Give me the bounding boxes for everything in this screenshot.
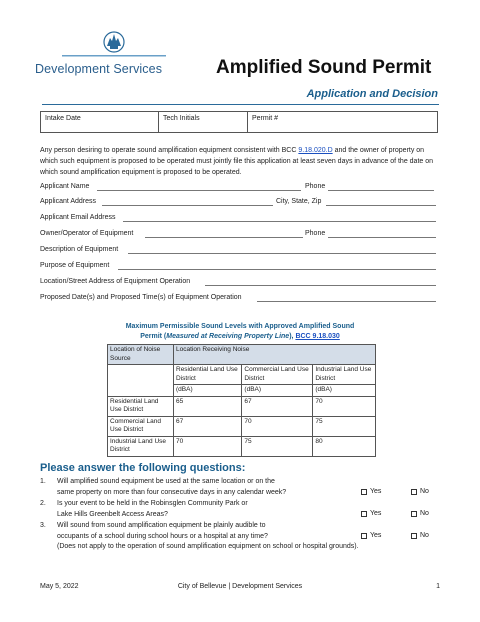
- checkbox[interactable]: [411, 533, 417, 539]
- intake-date-cell[interactable]: Intake Date: [41, 112, 159, 132]
- checkbox[interactable]: [361, 533, 367, 539]
- no-label: No: [420, 510, 429, 517]
- caption-line-2: [108, 332, 372, 342]
- city-state-zip-field[interactable]: [326, 205, 436, 206]
- permit-number-cell[interactable]: Permit #: [252, 115, 279, 122]
- q3-no-option[interactable]: [411, 532, 429, 539]
- email-field[interactable]: [123, 221, 436, 222]
- email-label: Applicant Email Address: [40, 214, 116, 221]
- checkbox[interactable]: [361, 511, 367, 517]
- table-row: [108, 436, 376, 456]
- checkbox[interactable]: [411, 511, 417, 517]
- purpose-label: Purpose of Equipment: [40, 262, 110, 269]
- phone1-label: Phone: [305, 183, 326, 190]
- no-label: No: [420, 532, 429, 539]
- col-header-industrial: Industrial Land Use District: [313, 365, 376, 385]
- table-cell: 67: [174, 416, 242, 436]
- location-field[interactable]: [205, 285, 436, 286]
- q3-yes-option[interactable]: [361, 532, 381, 539]
- header-divider: [42, 104, 439, 105]
- questions-heading: Please answer the following questions:: [40, 462, 246, 474]
- owner-field[interactable]: [145, 237, 303, 238]
- intro-text-2: and the owner of property on which such equipment is proposed to be operated must jointly file this application at least seven days in advance of the date on which sound amplification equipment is proposed to be operated.: [40, 147, 434, 176]
- table-cell: 70: [174, 436, 242, 456]
- question-number: 2.: [40, 500, 46, 507]
- yes-label: Yes: [370, 488, 382, 495]
- applicant-address-label: Applicant Address: [40, 198, 97, 205]
- applicant-name-field[interactable]: [97, 190, 301, 191]
- unit-cell: (dBA): [313, 385, 376, 397]
- question-text: [57, 477, 286, 498]
- blank-header-cell: [108, 365, 174, 397]
- table-cell: 67: [242, 396, 313, 416]
- dates-label: Proposed Date(s) and Proposed Time(s) of Equipment Operation: [40, 294, 242, 301]
- tech-initials-cell[interactable]: Tech Initials: [159, 112, 248, 132]
- question-line: Lake Hills Greenbelt Access Areas?: [57, 510, 168, 518]
- question-text: [57, 499, 248, 520]
- question-line: Will sound from sound amplification equipment be plainly audible to: [57, 522, 266, 529]
- question-text: [57, 521, 359, 553]
- table-cell: 65: [174, 396, 242, 416]
- phone1-field[interactable]: [328, 190, 434, 191]
- question-line: same property on more than four consecutive days in any calendar week?: [57, 488, 287, 496]
- checkbox[interactable]: [411, 489, 417, 495]
- caption-permit-text: Permit (: [140, 333, 167, 340]
- checkbox[interactable]: [361, 489, 367, 495]
- table-cell: 80: [313, 436, 376, 456]
- receiving-header: Location Receiving Noise: [174, 345, 376, 365]
- sound-levels-table: [107, 344, 376, 457]
- purpose-field[interactable]: [118, 269, 436, 270]
- no-label: No: [420, 488, 429, 495]
- row-label: Industrial Land Use District: [108, 436, 174, 456]
- bcc-link-9-18-020-d[interactable]: 9.18.020.D: [298, 147, 333, 154]
- footer-date: May 5, 2022: [40, 583, 79, 590]
- footer-center: City of Bellevue | Development Services: [177, 583, 303, 590]
- q2-yes-option[interactable]: [361, 510, 381, 517]
- org-name: Development Services: [35, 62, 163, 76]
- page-title: Amplified Sound Permit: [216, 57, 432, 78]
- question-line: Is your event to be held in the Robinsglen Community Park or: [57, 500, 248, 507]
- description-field[interactable]: [128, 253, 436, 254]
- intro-paragraph: [40, 145, 440, 178]
- dates-field[interactable]: [257, 301, 436, 302]
- caption-close-text: ),: [289, 333, 296, 340]
- question-note: (Does not apply to the operation of sound amplification equipment on school or hospital grounds).: [57, 543, 359, 550]
- table-caption: [108, 322, 372, 342]
- table-cell: 75: [313, 416, 376, 436]
- question-number: 1.: [40, 478, 46, 485]
- owner-label: Owner/Operator of Equipment: [40, 230, 134, 237]
- q1-no-option[interactable]: [411, 488, 429, 495]
- q1-yes-option[interactable]: [361, 488, 381, 495]
- table-row: [108, 396, 376, 416]
- bcc-link-9-18-030[interactable]: BCC 9.18.030: [295, 333, 340, 340]
- page-subtitle: Application and Decision: [306, 88, 438, 100]
- caption-italic-text: Measured at Receiving Property Line: [166, 333, 290, 340]
- unit-cell: (dBA): [242, 385, 313, 397]
- table-cell: 70: [242, 416, 313, 436]
- yes-label: Yes: [370, 532, 382, 539]
- q2-no-option[interactable]: [411, 510, 429, 517]
- question-line: occupants of a school during school hours or a hospital at any time?: [57, 532, 268, 540]
- row-label: Commercial Land Use District: [108, 416, 174, 436]
- table-cell: 75: [242, 436, 313, 456]
- source-header: Location of Noise Source: [108, 345, 174, 365]
- caption-line-1: Maximum Permissible Sound Levels with Approved Amplified Sound: [125, 323, 355, 330]
- location-label: Location/Street Address of Equipment Operation: [40, 278, 191, 285]
- question-number: 3.: [40, 522, 46, 529]
- intro-text-1: Any person desiring to operate sound amplification equipment consistent with BCC: [40, 147, 299, 154]
- question-line: Will amplified sound equipment be used at the same location or on the: [57, 478, 275, 485]
- col-header-residential: Residential Land Use District: [174, 365, 242, 385]
- yes-label: Yes: [370, 510, 382, 517]
- city-state-zip-label: City, State, Zip: [276, 198, 322, 205]
- row-label: Residential Land Use District: [108, 396, 174, 416]
- table-cell: 70: [313, 396, 376, 416]
- applicant-name-label: Applicant Name: [40, 183, 90, 190]
- applicant-address-field[interactable]: [102, 205, 273, 206]
- col-header-commercial: Commercial Land Use District: [242, 365, 313, 385]
- table-row: [108, 416, 376, 436]
- footer-page-number: 1: [436, 583, 440, 590]
- unit-cell: (dBA): [174, 385, 242, 397]
- phone2-field[interactable]: [328, 237, 436, 238]
- description-label: Description of Equipment: [40, 246, 119, 253]
- phone2-label: Phone: [305, 230, 326, 237]
- intake-box: [40, 111, 438, 133]
